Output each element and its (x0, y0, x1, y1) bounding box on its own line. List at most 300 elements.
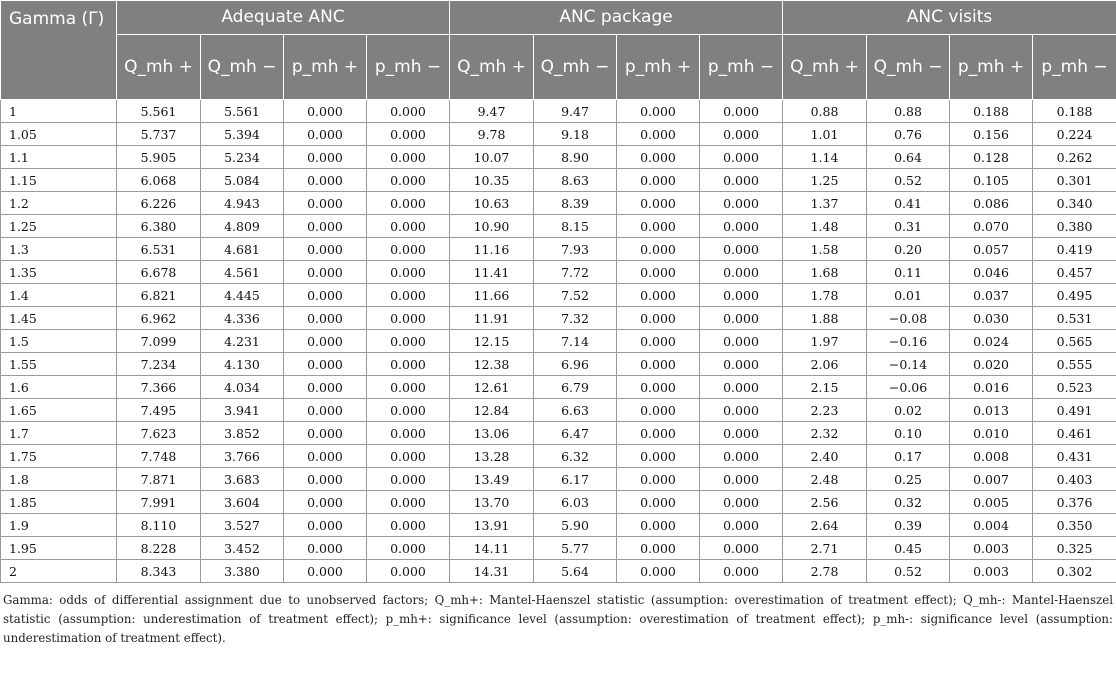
value-cell: 6.03 (534, 491, 617, 514)
value-cell: 0.000 (700, 468, 783, 491)
value-cell: 11.16 (450, 238, 534, 261)
value-cell: 0.25 (867, 468, 950, 491)
value-cell: 7.871 (117, 468, 201, 491)
value-cell: 0.007 (950, 468, 1033, 491)
value-cell: 11.91 (450, 307, 534, 330)
value-cell: 7.52 (534, 284, 617, 307)
value-cell: 0.000 (617, 330, 700, 353)
value-cell: 14.11 (450, 537, 534, 560)
value-cell: 2.06 (783, 353, 867, 376)
value-cell: 0.000 (617, 284, 700, 307)
value-cell: 0.302 (1033, 560, 1116, 583)
value-cell: 2.78 (783, 560, 867, 583)
value-cell: 0.000 (617, 123, 700, 146)
value-cell: 0.000 (367, 399, 450, 422)
value-cell: 0.41 (867, 192, 950, 215)
value-cell: 9.18 (534, 123, 617, 146)
value-cell: 1.97 (783, 330, 867, 353)
value-cell: 0.000 (617, 445, 700, 468)
value-cell: 0.565 (1033, 330, 1116, 353)
value-cell: 6.068 (117, 169, 201, 192)
value-cell: 0.000 (367, 238, 450, 261)
value-cell: 0.01 (867, 284, 950, 307)
value-cell: 10.35 (450, 169, 534, 192)
value-cell: 0.20 (867, 238, 950, 261)
value-cell: 0.000 (367, 422, 450, 445)
value-cell: 0.000 (617, 514, 700, 537)
value-cell: 14.31 (450, 560, 534, 583)
gamma-cell: 1.6 (1, 376, 117, 399)
value-cell: 9.47 (534, 100, 617, 123)
value-cell: 0.000 (284, 330, 367, 353)
gamma-cell: 1.95 (1, 537, 117, 560)
value-cell: 2.23 (783, 399, 867, 422)
value-cell: 0.376 (1033, 491, 1116, 514)
value-cell: 0.531 (1033, 307, 1116, 330)
value-cell: 13.49 (450, 468, 534, 491)
value-cell: 12.15 (450, 330, 534, 353)
value-cell: 3.527 (201, 514, 284, 537)
value-cell: 0.000 (617, 422, 700, 445)
value-cell: 3.852 (201, 422, 284, 445)
value-cell: 7.366 (117, 376, 201, 399)
gamma-cell: 1.2 (1, 192, 117, 215)
gamma-cell: 1.65 (1, 399, 117, 422)
gamma-cell: 1.1 (1, 146, 117, 169)
value-cell: 0.10 (867, 422, 950, 445)
value-cell: 4.130 (201, 353, 284, 376)
value-cell: 0.000 (284, 514, 367, 537)
value-cell: 4.034 (201, 376, 284, 399)
value-cell: 6.226 (117, 192, 201, 215)
value-cell: 0.000 (284, 468, 367, 491)
value-cell: 6.96 (534, 353, 617, 376)
value-cell: 13.28 (450, 445, 534, 468)
table-row (1, 261, 1116, 284)
value-cell: 3.941 (201, 399, 284, 422)
value-cell: 0.000 (367, 123, 450, 146)
value-cell: 6.531 (117, 238, 201, 261)
table-header (1, 1, 1116, 100)
value-cell: 0.000 (367, 353, 450, 376)
value-cell: 0.070 (950, 215, 1033, 238)
value-cell: 0.000 (284, 238, 367, 261)
value-cell: 13.06 (450, 422, 534, 445)
value-cell: 6.380 (117, 215, 201, 238)
value-cell: 0.39 (867, 514, 950, 537)
value-cell: 6.821 (117, 284, 201, 307)
value-cell: 0.224 (1033, 123, 1116, 146)
value-cell: 0.02 (867, 399, 950, 422)
value-cell: 11.66 (450, 284, 534, 307)
value-cell: 2.64 (783, 514, 867, 537)
value-cell: 0.000 (284, 215, 367, 238)
value-cell: 0.000 (284, 169, 367, 192)
value-cell: 0.000 (700, 192, 783, 215)
value-cell: 0.403 (1033, 468, 1116, 491)
value-cell: 7.748 (117, 445, 201, 468)
value-cell: 0.000 (367, 537, 450, 560)
table-row (1, 238, 1116, 261)
value-cell: 0.000 (284, 123, 367, 146)
value-cell: 6.79 (534, 376, 617, 399)
value-cell: 0.88 (783, 100, 867, 123)
value-cell: 0.52 (867, 169, 950, 192)
gamma-cell: 1.8 (1, 468, 117, 491)
value-cell: 11.41 (450, 261, 534, 284)
value-cell: 0.000 (284, 491, 367, 514)
value-cell: 12.84 (450, 399, 534, 422)
value-cell: 0.000 (700, 376, 783, 399)
subheader-p-mh-minus: p_mh − (1033, 35, 1116, 100)
value-cell: 0.419 (1033, 238, 1116, 261)
value-cell: 0.000 (617, 353, 700, 376)
subheader-p-mh-plus: p_mh + (284, 35, 367, 100)
subheader-p-mh-minus: p_mh − (367, 35, 450, 100)
value-cell: 5.905 (117, 146, 201, 169)
value-cell: 0.000 (617, 560, 700, 583)
value-cell: 9.78 (450, 123, 534, 146)
value-cell: 1.25 (783, 169, 867, 192)
value-cell: 13.91 (450, 514, 534, 537)
value-cell: 0.000 (284, 100, 367, 123)
value-cell: 8.90 (534, 146, 617, 169)
value-cell: 0.000 (367, 146, 450, 169)
value-cell: 0.000 (700, 422, 783, 445)
subheader-p-mh-plus: p_mh + (617, 35, 700, 100)
value-cell: 5.737 (117, 123, 201, 146)
value-cell: 5.561 (201, 100, 284, 123)
value-cell: 4.336 (201, 307, 284, 330)
value-cell: 0.003 (950, 560, 1033, 583)
value-cell: −0.06 (867, 376, 950, 399)
value-cell: 0.45 (867, 537, 950, 560)
value-cell: 4.231 (201, 330, 284, 353)
value-cell: −0.08 (867, 307, 950, 330)
value-cell: 10.07 (450, 146, 534, 169)
value-cell: 2.40 (783, 445, 867, 468)
value-cell: −0.16 (867, 330, 950, 353)
value-cell: 1.01 (783, 123, 867, 146)
value-cell: 0.000 (700, 100, 783, 123)
value-cell: 0.000 (284, 537, 367, 560)
value-cell: 0.000 (700, 560, 783, 583)
value-cell: 0.32 (867, 491, 950, 514)
value-cell: 0.000 (617, 100, 700, 123)
value-cell: 4.561 (201, 261, 284, 284)
value-cell: 1.78 (783, 284, 867, 307)
value-cell: 7.14 (534, 330, 617, 353)
value-cell: 7.234 (117, 353, 201, 376)
value-cell: 0.000 (367, 215, 450, 238)
value-cell: 9.47 (450, 100, 534, 123)
value-cell: 0.105 (950, 169, 1033, 192)
subheader-row (1, 35, 1116, 100)
value-cell: 0.76 (867, 123, 950, 146)
value-cell: 0.188 (950, 100, 1033, 123)
value-cell: 0.000 (700, 215, 783, 238)
value-cell: 10.90 (450, 215, 534, 238)
table-row (1, 330, 1116, 353)
table-row (1, 445, 1116, 468)
value-cell: 5.234 (201, 146, 284, 169)
value-cell: 0.010 (950, 422, 1033, 445)
value-cell: 8.63 (534, 169, 617, 192)
value-cell: 0.64 (867, 146, 950, 169)
value-cell: 0.000 (367, 468, 450, 491)
gamma-cell: 1.9 (1, 514, 117, 537)
value-cell: 0.003 (950, 537, 1033, 560)
value-cell: 0.000 (367, 560, 450, 583)
value-cell: 3.380 (201, 560, 284, 583)
value-cell: 0.457 (1033, 261, 1116, 284)
table-row (1, 100, 1116, 123)
value-cell: 4.681 (201, 238, 284, 261)
value-cell: 6.17 (534, 468, 617, 491)
value-cell: 5.90 (534, 514, 617, 537)
value-cell: 5.084 (201, 169, 284, 192)
value-cell: 0.000 (367, 514, 450, 537)
value-cell: 0.000 (367, 169, 450, 192)
gamma-cell: 1.4 (1, 284, 117, 307)
table-row (1, 353, 1116, 376)
value-cell: 3.766 (201, 445, 284, 468)
value-cell: 0.350 (1033, 514, 1116, 537)
value-cell: 7.93 (534, 238, 617, 261)
table-row (1, 215, 1116, 238)
gamma-cell: 1.05 (1, 123, 117, 146)
value-cell: 0.000 (700, 307, 783, 330)
value-cell: 0.000 (700, 284, 783, 307)
value-cell: 0.004 (950, 514, 1033, 537)
value-cell: 0.52 (867, 560, 950, 583)
subheader-q-mh-minus: Q_mh − (201, 35, 284, 100)
value-cell: 0.262 (1033, 146, 1116, 169)
value-cell: 0.030 (950, 307, 1033, 330)
value-cell: 0.17 (867, 445, 950, 468)
table-row (1, 284, 1116, 307)
value-cell: 12.61 (450, 376, 534, 399)
value-cell: 0.380 (1033, 215, 1116, 238)
value-cell: 4.445 (201, 284, 284, 307)
value-cell: 0.013 (950, 399, 1033, 422)
value-cell: 2.32 (783, 422, 867, 445)
table-row (1, 468, 1116, 491)
value-cell: 0.000 (617, 215, 700, 238)
value-cell: 0.000 (700, 445, 783, 468)
value-cell: 12.38 (450, 353, 534, 376)
subheader-q-mh-minus: Q_mh − (867, 35, 950, 100)
value-cell: 3.452 (201, 537, 284, 560)
value-cell: 6.47 (534, 422, 617, 445)
gamma-cell: 1.15 (1, 169, 117, 192)
header-group-adequate-anc: Adequate ANC (117, 1, 450, 35)
value-cell: 8.39 (534, 192, 617, 215)
header-group-anc-visits: ANC visits (783, 1, 1116, 35)
value-cell: 7.32 (534, 307, 617, 330)
value-cell: 0.000 (700, 238, 783, 261)
value-cell: 0.325 (1033, 537, 1116, 560)
value-cell: 0.000 (617, 169, 700, 192)
table-row (1, 491, 1116, 514)
value-cell: 0.020 (950, 353, 1033, 376)
value-cell: 8.15 (534, 215, 617, 238)
value-cell: 0.431 (1033, 445, 1116, 468)
value-cell: 7.623 (117, 422, 201, 445)
value-cell: 0.000 (367, 307, 450, 330)
value-cell: 0.000 (367, 330, 450, 353)
value-cell: 7.495 (117, 399, 201, 422)
value-cell: 0.086 (950, 192, 1033, 215)
value-cell: 0.461 (1033, 422, 1116, 445)
value-cell: −0.14 (867, 353, 950, 376)
value-cell: 0.000 (284, 399, 367, 422)
gamma-cell: 1.85 (1, 491, 117, 514)
value-cell: 0.523 (1033, 376, 1116, 399)
value-cell: 0.016 (950, 376, 1033, 399)
value-cell: 2.48 (783, 468, 867, 491)
gamma-cell: 1.45 (1, 307, 117, 330)
value-cell: 0.000 (284, 445, 367, 468)
gamma-cell: 1.75 (1, 445, 117, 468)
value-cell: 13.70 (450, 491, 534, 514)
value-cell: 1.48 (783, 215, 867, 238)
value-cell: 0.000 (617, 537, 700, 560)
value-cell: 0.000 (700, 514, 783, 537)
value-cell: 0.057 (950, 238, 1033, 261)
value-cell: 8.343 (117, 560, 201, 583)
value-cell: 8.228 (117, 537, 201, 560)
table-row (1, 307, 1116, 330)
value-cell: 3.604 (201, 491, 284, 514)
value-cell: 0.000 (367, 284, 450, 307)
value-cell: 0.188 (1033, 100, 1116, 123)
value-cell: 0.000 (284, 560, 367, 583)
table-row (1, 376, 1116, 399)
gamma-cell: 1.55 (1, 353, 117, 376)
value-cell: 0.000 (700, 123, 783, 146)
value-cell: 4.943 (201, 192, 284, 215)
gamma-cell: 1.5 (1, 330, 117, 353)
value-cell: 0.000 (367, 445, 450, 468)
value-cell: 0.000 (367, 261, 450, 284)
value-cell: 0.000 (700, 537, 783, 560)
header-group-anc-package: ANC package (450, 1, 783, 35)
value-cell: 1.37 (783, 192, 867, 215)
value-cell: 2.15 (783, 376, 867, 399)
value-cell: 0.024 (950, 330, 1033, 353)
value-cell: 0.000 (617, 146, 700, 169)
value-cell: 0.555 (1033, 353, 1116, 376)
value-cell: 7.72 (534, 261, 617, 284)
subheader-q-mh-plus: Q_mh + (117, 35, 201, 100)
subheader-q-mh-plus: Q_mh + (450, 35, 534, 100)
value-cell: 1.88 (783, 307, 867, 330)
value-cell: 0.000 (617, 238, 700, 261)
value-cell: 0.301 (1033, 169, 1116, 192)
value-cell: 8.110 (117, 514, 201, 537)
value-cell: 0.11 (867, 261, 950, 284)
value-cell: 0.000 (700, 169, 783, 192)
value-cell: 6.32 (534, 445, 617, 468)
table-row (1, 146, 1116, 169)
gamma-cell: 1.35 (1, 261, 117, 284)
value-cell: 0.000 (284, 192, 367, 215)
value-cell: 0.000 (284, 261, 367, 284)
value-cell: 0.000 (284, 284, 367, 307)
table-row (1, 399, 1116, 422)
value-cell: 0.000 (700, 330, 783, 353)
value-cell: 6.678 (117, 261, 201, 284)
gamma-cell: 1.7 (1, 422, 117, 445)
value-cell: 0.037 (950, 284, 1033, 307)
gamma-cell: 1.25 (1, 215, 117, 238)
value-cell: 0.000 (617, 307, 700, 330)
table-row (1, 123, 1116, 146)
table-row (1, 537, 1116, 560)
value-cell: 0.046 (950, 261, 1033, 284)
value-cell: 0.000 (284, 422, 367, 445)
subheader-q-mh-minus: Q_mh − (534, 35, 617, 100)
value-cell: 0.128 (950, 146, 1033, 169)
value-cell: 7.099 (117, 330, 201, 353)
value-cell: 0.000 (284, 353, 367, 376)
value-cell: 0.88 (867, 100, 950, 123)
value-cell: 5.64 (534, 560, 617, 583)
value-cell: 0.000 (284, 307, 367, 330)
value-cell: 0.495 (1033, 284, 1116, 307)
value-cell: 0.000 (617, 376, 700, 399)
value-cell: 0.000 (367, 192, 450, 215)
header-gamma: Gamma (Γ) (1, 1, 117, 100)
value-cell: 1.58 (783, 238, 867, 261)
gamma-cell: 1 (1, 100, 117, 123)
table-row (1, 514, 1116, 537)
subheader-q-mh-plus: Q_mh + (783, 35, 867, 100)
value-cell: 0.000 (700, 399, 783, 422)
value-cell: 0.000 (367, 100, 450, 123)
value-cell: 0.491 (1033, 399, 1116, 422)
value-cell: 0.000 (700, 261, 783, 284)
value-cell: 0.000 (700, 146, 783, 169)
table-row (1, 192, 1116, 215)
value-cell: 0.000 (617, 192, 700, 215)
value-cell: 5.77 (534, 537, 617, 560)
value-cell: 3.683 (201, 468, 284, 491)
table-footnote: Gamma: odds of differential assignment due to unobserved factors; Q_mh+: Mantel-Haenszel statistic (assumption: overestimation of treatment effect); Q_mh-: Mantel-Haenszel statistic (assumption: underestimation of treatment effect); p_mh+: significance level (assumption: overestimation of treatment effect); p_mh-: significance level (assumption: underestimation of treatment effect). (3, 593, 1113, 645)
value-cell: 0.008 (950, 445, 1033, 468)
value-cell: 6.63 (534, 399, 617, 422)
value-cell: 0.000 (367, 376, 450, 399)
value-cell: 2.71 (783, 537, 867, 560)
value-cell: 5.561 (117, 100, 201, 123)
value-cell: 0.005 (950, 491, 1033, 514)
value-cell: 0.31 (867, 215, 950, 238)
table-row (1, 422, 1116, 445)
value-cell: 5.394 (201, 123, 284, 146)
table-row (1, 560, 1116, 583)
value-cell: 10.63 (450, 192, 534, 215)
value-cell: 1.68 (783, 261, 867, 284)
value-cell: 0.000 (700, 491, 783, 514)
value-cell: 0.000 (617, 491, 700, 514)
value-cell: 0.000 (284, 376, 367, 399)
value-cell: 0.156 (950, 123, 1033, 146)
subheader-p-mh-minus: p_mh − (700, 35, 783, 100)
value-cell: 0.000 (617, 261, 700, 284)
value-cell: 0.000 (284, 146, 367, 169)
subheader-p-mh-plus: p_mh + (950, 35, 1033, 100)
